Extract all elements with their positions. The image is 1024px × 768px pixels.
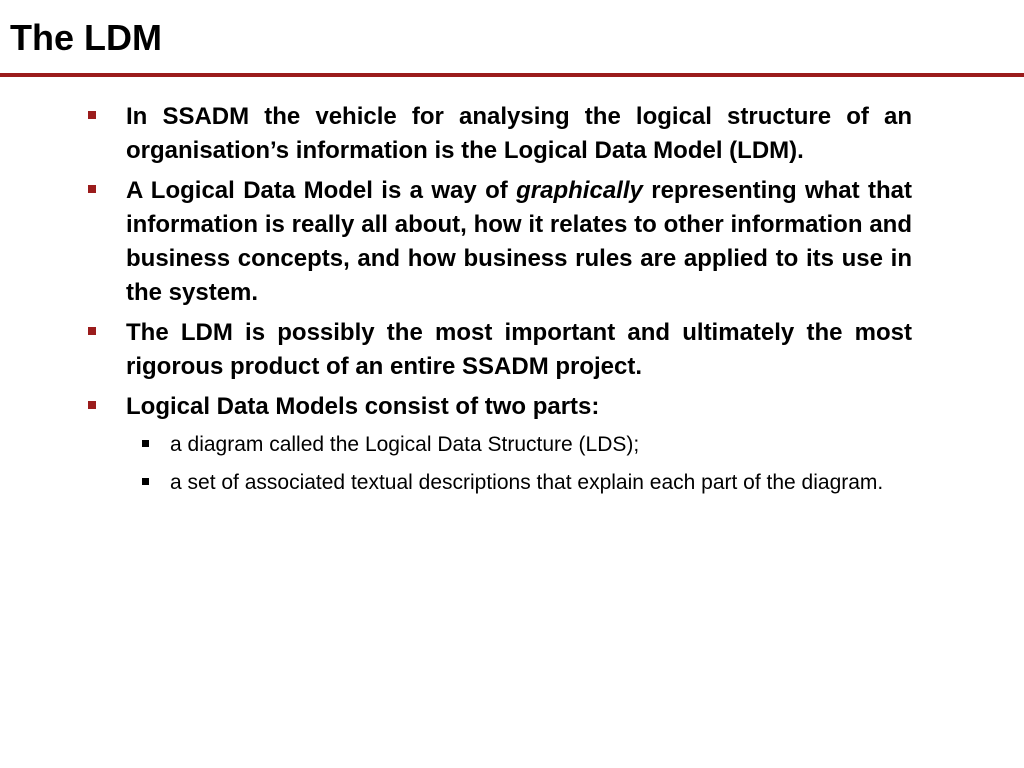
bullet-text: Logical Data Models consist of two parts: xyxy=(126,393,600,420)
bullet-item-2 xyxy=(86,174,912,310)
sub-bullet-item-2 xyxy=(132,468,912,498)
bullet-emphasis: graphically xyxy=(516,177,643,204)
sub-bullet-item-1 xyxy=(132,430,912,460)
bullet-text-before: A Logical Data Model is a way of xyxy=(126,177,517,204)
title-divider xyxy=(0,73,1024,77)
square-bullet-icon xyxy=(88,401,96,409)
slide-title: The LDM xyxy=(10,17,162,58)
square-sub-bullet-icon xyxy=(142,478,149,485)
bullet-item-4 xyxy=(86,390,912,424)
sub-bullet-list xyxy=(86,430,912,498)
sub-bullet-text: a set of associated textual descriptions that explain each part of the diagram. xyxy=(170,471,884,494)
bullet-text: In SSADM the vehicle for analysing the logical structure of an organisation’s information is the Logical Data Model (LDM). xyxy=(126,103,912,164)
square-bullet-icon xyxy=(88,111,96,119)
bullet-list xyxy=(86,100,912,506)
bullet-item-1 xyxy=(86,100,912,168)
square-sub-bullet-icon xyxy=(142,440,149,447)
square-bullet-icon xyxy=(88,185,96,193)
sub-bullet-text: a diagram called the Logical Data Structure (LDS); xyxy=(170,433,640,456)
square-bullet-icon xyxy=(88,327,96,335)
bullet-item-3 xyxy=(86,316,912,384)
bullet-text-after: representing what that information is really all about, how it relates to other information and business concepts, and how business rules are applied to its use in the system. xyxy=(126,177,912,306)
bullet-text: The LDM is possibly the most important and ultimately the most rigorous product of an entire SSADM project. xyxy=(126,319,912,380)
